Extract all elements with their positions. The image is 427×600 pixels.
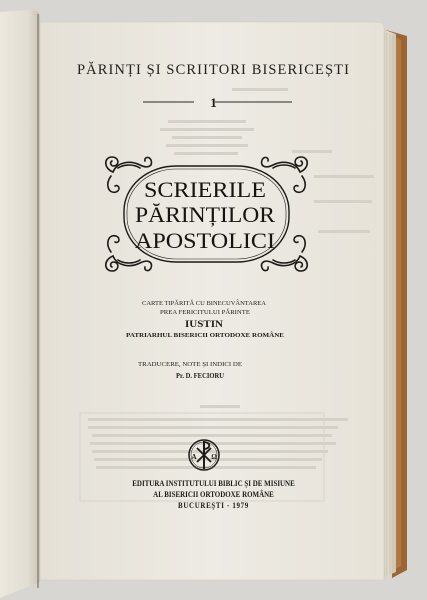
omega-letter: Ω [211,453,217,461]
series-title: PĂRINȚI ȘI SCRIITORI BISERICEȘTI [77,62,350,78]
chi-rho-icon [189,440,219,470]
book-title [135,177,275,253]
translator-name: Pr. D. FECIORU [176,373,225,380]
blessing-line-2: PREA FERICITULUI PĂRINTE [160,310,241,316]
book-title-line-2: PĂRINȚILOR [135,202,276,227]
patriarch-name: IUSTIN [185,320,224,330]
series-number: 1 [210,95,217,110]
publisher-line-2: AL BISERICII ORTODOXE ROMÂNE [153,489,274,499]
alpha-letter: A [191,453,197,461]
patriarch-title: PATRIARHUL BISERICII ORTODOXE ROMÂNE [126,332,266,339]
book-title-line-1: SCRIERILE [144,177,266,202]
publisher-line-1: EDITURA INSTITUTULUI BIBLIC ȘI DE MISIUNE [132,478,295,488]
publisher-line-3: BUCUREȘTI - 1979 [178,500,249,510]
credits-label: TRADUCERE, NOTE ȘI INDICI DE [138,362,243,368]
book-title-line-3: APOSTOLICI [135,228,275,253]
blessing-line-1: CARTE TIPĂRITĂ CU BINECUVÂNTAREA [142,301,257,307]
